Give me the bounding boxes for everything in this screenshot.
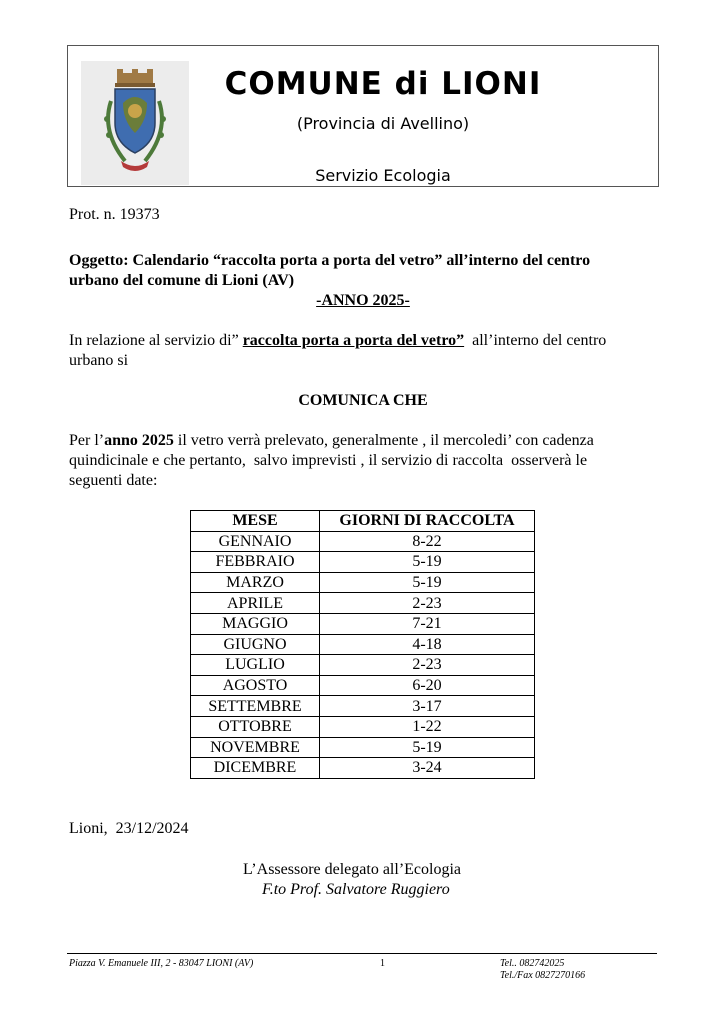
subject-line-1: Oggetto: Calendario “raccolta porta a porta del vetro” all’interno del centro — [69, 252, 591, 269]
place-and-date: Lioni, 23/12/2024 — [69, 820, 189, 837]
subject-year: -ANNO 2025- — [316, 292, 410, 309]
signatory-role: L’Assessore delegato all’Ecologia — [243, 861, 462, 878]
intro-before: In relazione al servizio di” — [69, 332, 239, 349]
intro-line-1 — [69, 331, 606, 351]
body-p1a: Per l’ — [69, 432, 105, 449]
body-line-2: quindicinale e che pertanto, salvo imprevisti , il servizio di raccolta osserverà le — [69, 452, 588, 469]
intro-line-2: urbano si — [69, 352, 129, 369]
days-cell: 5-19 — [320, 572, 535, 593]
body-year: anno 2025 — [104, 432, 174, 449]
table-row — [191, 531, 535, 552]
table-row — [191, 593, 535, 614]
days-cell: 7-21 — [320, 613, 535, 634]
collection-calendar-table — [190, 510, 535, 779]
footer-address: Piazza V. Emanuele III, 2 - 83047 LIONI (AV) — [69, 958, 254, 969]
table-row — [191, 696, 535, 717]
table-row — [191, 758, 535, 779]
month-cell: GIUGNO — [191, 634, 320, 655]
month-cell: SETTEMBRE — [191, 696, 320, 717]
table-row — [191, 634, 535, 655]
body-line-1 — [69, 431, 594, 451]
footer-fax: Tel./Fax 0827270166 — [500, 970, 586, 981]
days-cell: 3-17 — [320, 696, 535, 717]
signatory-name: F.to Prof. Salvatore Ruggiero — [262, 881, 450, 898]
month-cell: MAGGIO — [191, 613, 320, 634]
days-cell: 5-19 — [320, 552, 535, 573]
month-cell: APRILE — [191, 593, 320, 614]
table-row — [191, 572, 535, 593]
header-days: GIORNI DI RACCOLTA — [320, 511, 535, 532]
month-cell: FEBBRAIO — [191, 552, 320, 573]
letterhead — [67, 45, 659, 187]
intro-after: all’interno del centro — [472, 332, 607, 349]
days-cell: 8-22 — [320, 531, 535, 552]
days-cell: 1-22 — [320, 716, 535, 737]
days-cell: 2-23 — [320, 655, 535, 676]
table-row — [191, 552, 535, 573]
table-row — [191, 675, 535, 696]
protocol-number: Prot. n. 19373 — [69, 206, 160, 223]
month-cell: GENNAIO — [191, 531, 320, 552]
days-cell: 3-24 — [320, 758, 535, 779]
header-month: MESE — [191, 511, 320, 532]
province-subtitle: (Provincia di Avellino) — [296, 114, 470, 133]
month-cell: LUGLIO — [191, 655, 320, 676]
table-row — [191, 655, 535, 676]
month-cell: OTTOBRE — [191, 716, 320, 737]
days-cell: 4-18 — [320, 634, 535, 655]
footer-telephone: Tel.. 082742025 — [500, 958, 565, 969]
month-cell: NOVEMBRE — [191, 737, 320, 758]
table-header-row — [191, 511, 535, 532]
municipality-title: COMUNE di LIONI — [224, 66, 542, 102]
coat-of-arms-logo — [81, 61, 189, 185]
month-cell: AGOSTO — [191, 675, 320, 696]
month-cell: MARZO — [191, 572, 320, 593]
table-row — [191, 613, 535, 634]
service-name: Servizio Ecologia — [315, 166, 451, 185]
body-p1c: il vetro verrà prelevato, generalmente , il mercoledi’ con cadenza — [173, 432, 594, 449]
coat-of-arms-icon — [81, 61, 189, 185]
page-number: 1 — [380, 958, 385, 969]
days-cell: 2-23 — [320, 593, 535, 614]
subject-line-2: urbano del comune di Lioni (AV) — [69, 272, 295, 289]
days-cell: 6-20 — [320, 675, 535, 696]
table-row — [191, 716, 535, 737]
month-cell: DICEMBRE — [191, 758, 320, 779]
announce-heading: COMUNICA CHE — [298, 392, 428, 409]
table-row — [191, 737, 535, 758]
intro-service-name: raccolta porta a porta del vetro” — [242, 332, 465, 349]
footer-divider — [67, 953, 657, 954]
days-cell: 5-19 — [320, 737, 535, 758]
body-line-3: seguenti date: — [69, 472, 158, 489]
